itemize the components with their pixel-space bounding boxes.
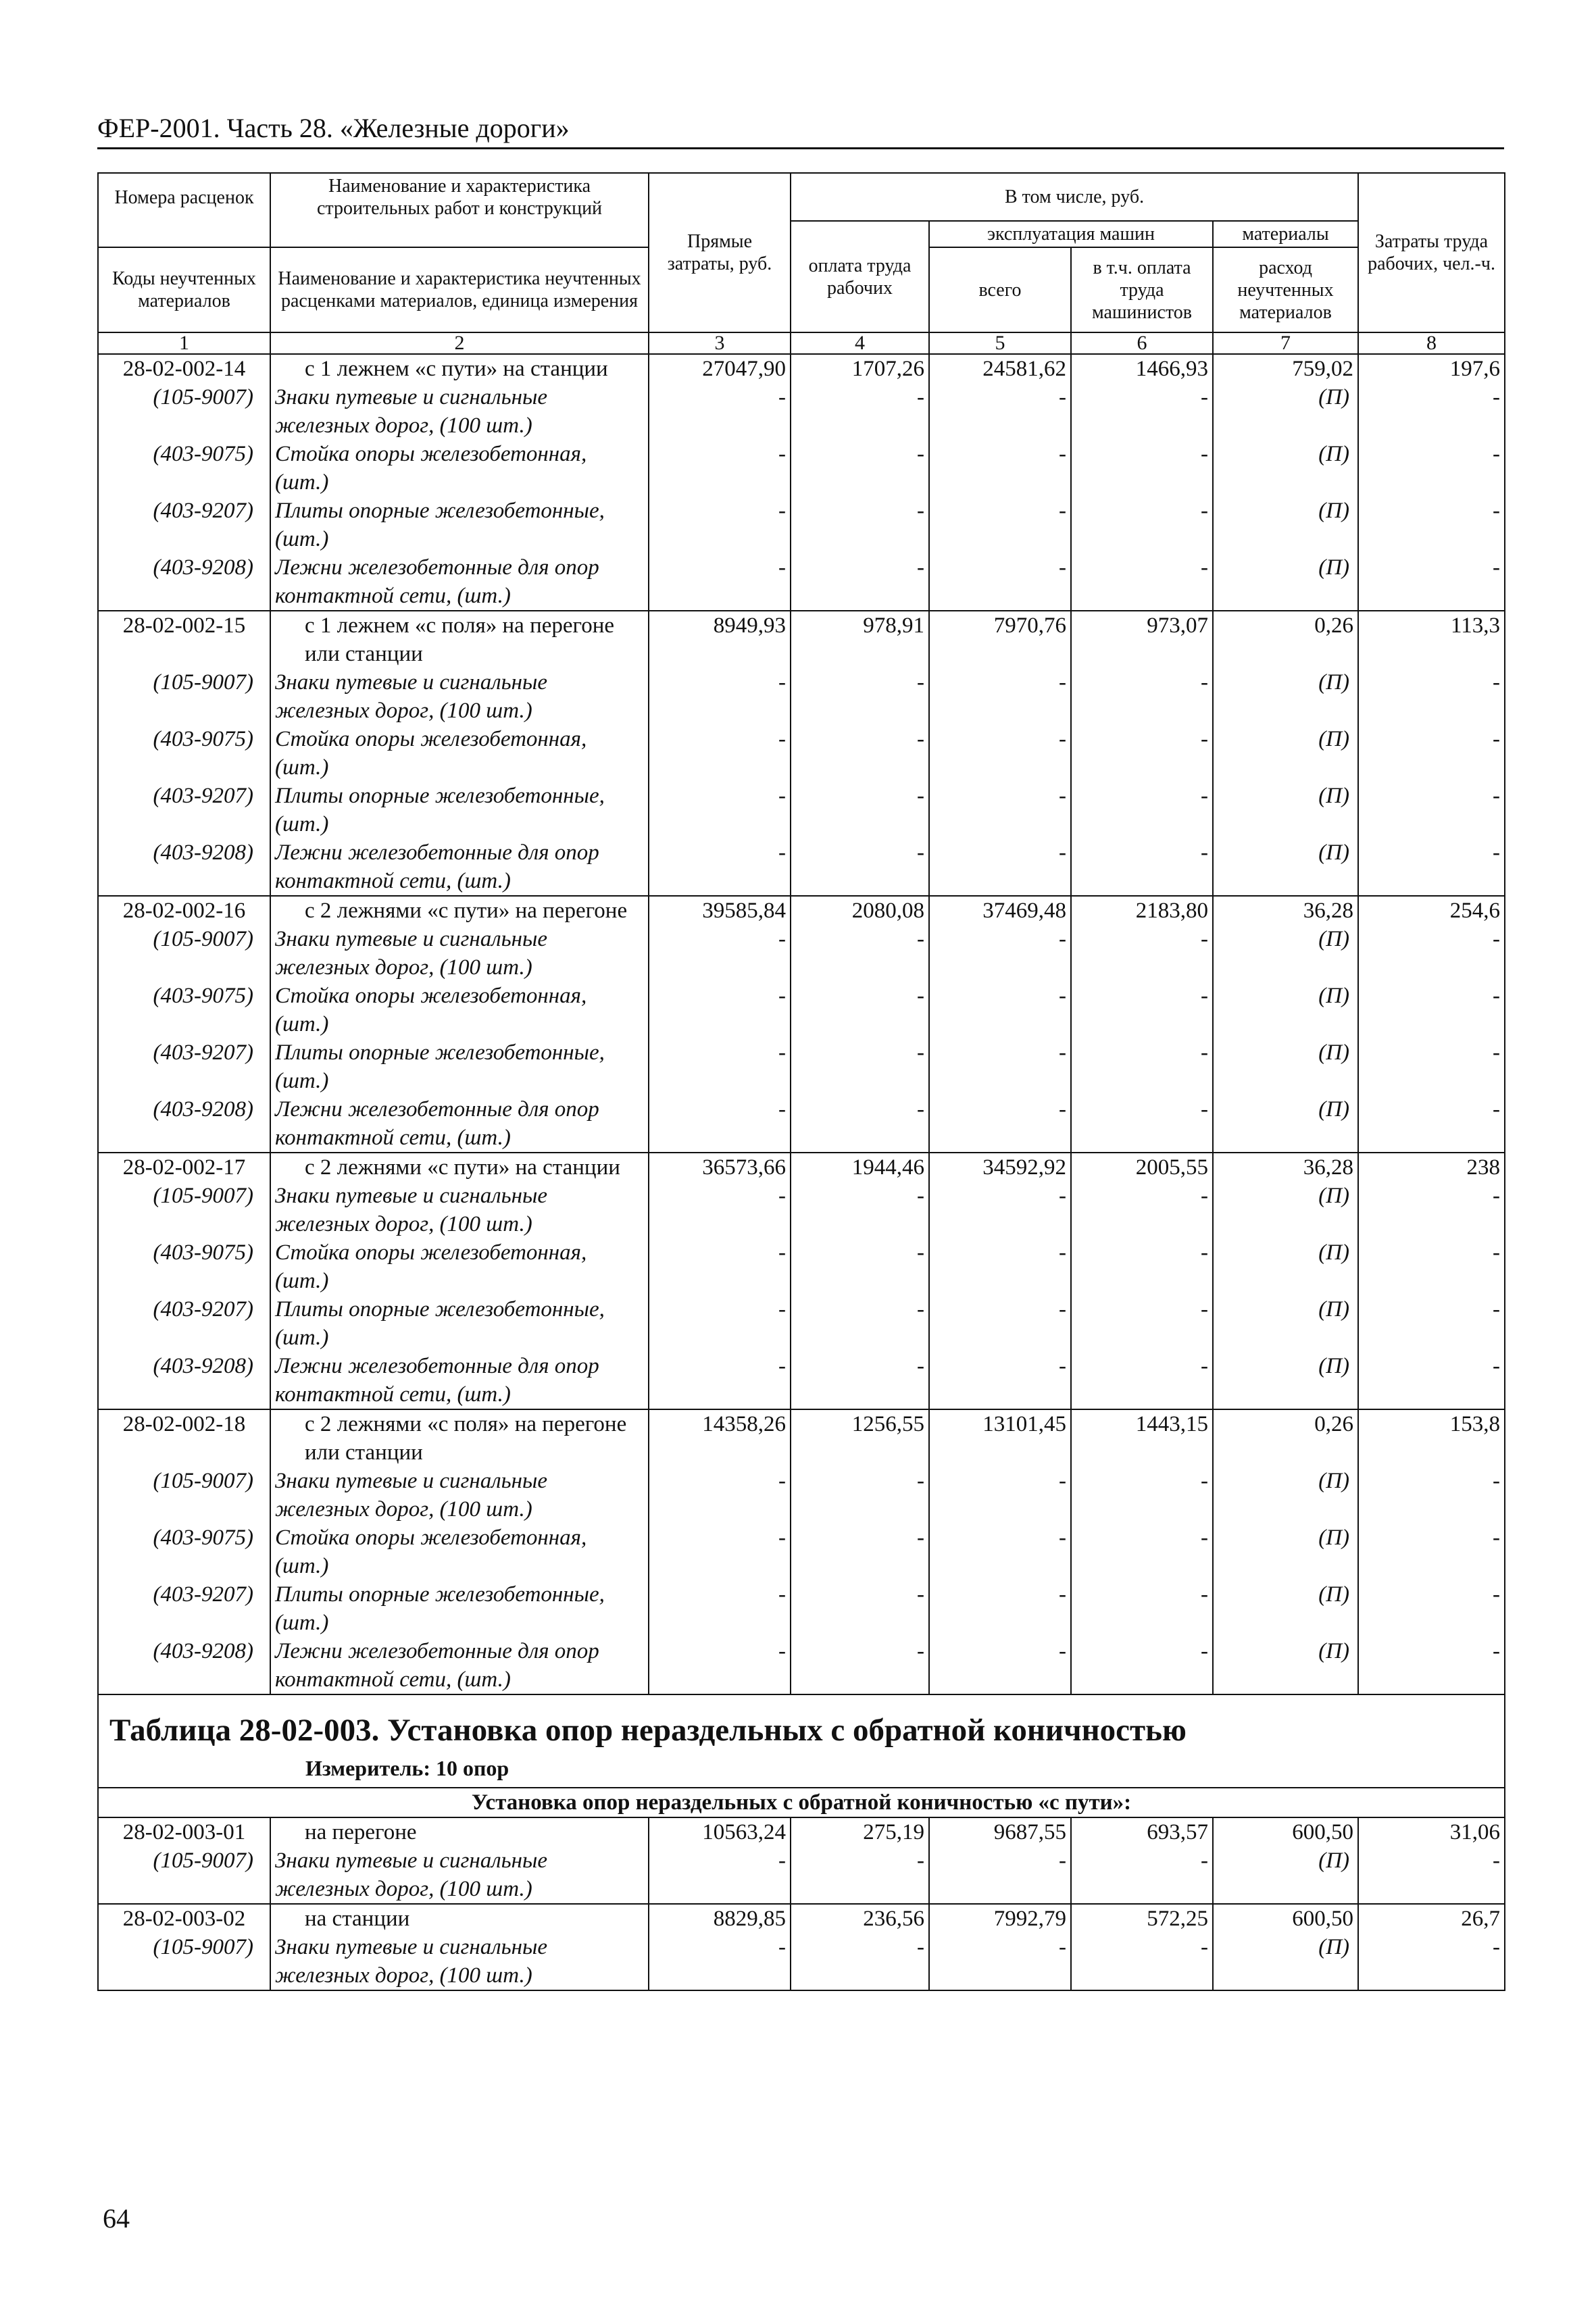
material-dash: - [1358, 668, 1505, 725]
material-unit-mark: (П) [1213, 497, 1358, 553]
material-dash: - [649, 1524, 791, 1580]
material-row [98, 1238, 1505, 1295]
table-row [98, 1153, 1505, 1182]
table-row [98, 1817, 1505, 1846]
material-code: (105-9007) [98, 1182, 270, 1238]
material-dash: - [649, 1238, 791, 1295]
material-dash: - [929, 1352, 1071, 1409]
material-dash: - [649, 1637, 791, 1694]
rate-value-c3: 14358,26 [649, 1409, 791, 1467]
material-code: (403-9207) [98, 782, 270, 838]
rate-value-c3: 27047,90 [649, 354, 791, 383]
material-dash: - [1071, 1182, 1213, 1238]
rate-name: с 1 лежнем «с поля» на перегоне или станции [270, 611, 649, 668]
material-dash: - [929, 1637, 1071, 1694]
rate-name: на станции [270, 1904, 649, 1933]
material-dash: - [791, 668, 929, 725]
material-dash: - [1071, 1238, 1213, 1295]
material-dash: - [1358, 838, 1505, 896]
material-name: Плиты опорные железобетонные, (шт.) [270, 782, 649, 838]
material-dash: - [791, 925, 929, 982]
material-code: (403-9207) [98, 1038, 270, 1095]
material-dash: - [649, 1467, 791, 1524]
material-dash: - [929, 1295, 1071, 1352]
material-name: Стойка опоры железобетонная, (шт.) [270, 1524, 649, 1580]
material-unit-mark: (П) [1213, 925, 1358, 982]
material-name: Лежни железобетонные для опор контактной сети, (шт.) [270, 838, 649, 896]
material-code: (403-9208) [98, 553, 270, 611]
material-dash: - [1358, 1846, 1505, 1904]
material-dash: - [649, 1182, 791, 1238]
material-dash: - [1071, 1524, 1213, 1580]
material-code: (403-9075) [98, 1524, 270, 1580]
rate-value-c6: 973,07 [1071, 611, 1213, 668]
rate-value-c5: 9687,55 [929, 1817, 1071, 1846]
section2-title: Таблица 28-02-003. Установка опор нераздельных с обратной коничностью [109, 1713, 1187, 1748]
material-dash: - [649, 838, 791, 896]
material-name: Лежни железобетонные для опор контактной сети, (шт.) [270, 553, 649, 611]
material-row [98, 668, 1505, 725]
material-dash: - [791, 1580, 929, 1637]
material-dash: - [1358, 782, 1505, 838]
col1-head-bottom: Коды неучтенных материалов [98, 247, 270, 332]
material-dash: - [929, 497, 1071, 553]
material-row [98, 838, 1505, 896]
material-dash: - [1358, 440, 1505, 497]
col7-head: расход неучтенных материалов [1213, 247, 1358, 332]
section2-title-cell [98, 1694, 1505, 1788]
material-name: Лежни железобетонные для опор контактной сети, (шт.) [270, 1095, 649, 1153]
material-row [98, 1846, 1505, 1904]
material-name: Плиты опорные железобетонные, (шт.) [270, 1295, 649, 1352]
material-name: Плиты опорные железобетонные, (шт.) [270, 497, 649, 553]
rate-code: 28-02-002-18 [98, 1409, 270, 1467]
material-unit-mark: (П) [1213, 838, 1358, 896]
material-row [98, 440, 1505, 497]
material-name: Плиты опорные железобетонные, (шт.) [270, 1038, 649, 1095]
material-dash: - [1358, 1524, 1505, 1580]
material-unit-mark: (П) [1213, 1637, 1358, 1694]
material-dash: - [1358, 1933, 1505, 1990]
rate-value-c7: 600,50 [1213, 1817, 1358, 1846]
material-dash: - [1358, 925, 1505, 982]
material-row [98, 725, 1505, 782]
rate-value-c7: 600,50 [1213, 1904, 1358, 1933]
page-header: ФЕР-2001. Часть 28. «Железные дороги» [97, 113, 570, 143]
material-name: Знаки путевые и сигнальные железных дорог, (100 шт.) [270, 383, 649, 440]
material-unit-mark: (П) [1213, 668, 1358, 725]
rate-name: на перегоне [270, 1817, 649, 1846]
material-name: Знаки путевые и сигнальные железных дорог, (100 шт.) [270, 1182, 649, 1238]
rate-value-c4: 2080,08 [791, 896, 929, 925]
material-dash: - [791, 982, 929, 1038]
material-dash: - [929, 925, 1071, 982]
table-row [98, 896, 1505, 925]
head-group-machines: эксплуатация машин [929, 221, 1213, 247]
header-rule [97, 147, 1504, 149]
material-dash: - [929, 1933, 1071, 1990]
material-dash: - [1071, 668, 1213, 725]
rate-value-c4: 236,56 [791, 1904, 929, 1933]
material-dash: - [649, 1846, 791, 1904]
rate-value-c5: 7992,79 [929, 1904, 1071, 1933]
material-row [98, 383, 1505, 440]
material-dash: - [791, 1467, 929, 1524]
table-row [98, 611, 1505, 668]
rate-value-c8: 238 [1358, 1153, 1505, 1182]
material-unit-mark: (П) [1213, 1038, 1358, 1095]
material-code: (403-9208) [98, 1352, 270, 1409]
material-dash: - [1071, 925, 1213, 982]
col1-head-top: Номера расценок [98, 173, 270, 221]
material-dash: - [649, 440, 791, 497]
material-dash: - [1071, 1095, 1213, 1153]
rate-value-c4: 978,91 [791, 611, 929, 668]
material-unit-mark: (П) [1213, 725, 1358, 782]
material-dash: - [791, 1933, 929, 1990]
rate-value-c4: 1707,26 [791, 354, 929, 383]
material-dash: - [1071, 1580, 1213, 1637]
rate-code: 28-02-002-16 [98, 896, 270, 925]
material-code: (403-9208) [98, 838, 270, 896]
material-dash: - [649, 1038, 791, 1095]
rate-value-c3: 10563,24 [649, 1817, 791, 1846]
material-dash: - [929, 782, 1071, 838]
material-unit-mark: (П) [1213, 1524, 1358, 1580]
material-dash: - [649, 982, 791, 1038]
col6-head: в т.ч. оплата труда машинистов [1071, 247, 1213, 332]
material-row [98, 1467, 1505, 1524]
material-dash: - [1071, 553, 1213, 611]
material-row [98, 497, 1505, 553]
material-dash: - [929, 1238, 1071, 1295]
section2-body [98, 1817, 1505, 1990]
rate-value-c6: 2183,80 [1071, 896, 1213, 925]
material-dash: - [1071, 838, 1213, 896]
material-row [98, 782, 1505, 838]
material-dash: - [791, 838, 929, 896]
rate-name: с 2 лежнями «с пути» на станции [270, 1153, 649, 1182]
material-unit-mark: (П) [1213, 1846, 1358, 1904]
material-row [98, 553, 1505, 611]
head-group-materials: материалы [1213, 221, 1358, 247]
rate-name: с 2 лежнями «с пути» на перегоне [270, 896, 649, 925]
material-dash: - [1358, 497, 1505, 553]
material-dash: - [1071, 1637, 1213, 1694]
material-dash: - [791, 1095, 929, 1153]
col-number: 7 [1213, 332, 1358, 354]
material-name: Стойка опоры железобетонная, (шт.) [270, 440, 649, 497]
rate-value-c6: 1466,93 [1071, 354, 1213, 383]
material-row [98, 982, 1505, 1038]
material-row [98, 925, 1505, 982]
material-dash: - [791, 1182, 929, 1238]
material-dash: - [649, 1095, 791, 1153]
rate-value-c5: 13101,45 [929, 1409, 1071, 1467]
material-dash: - [1071, 1038, 1213, 1095]
col-number: 5 [929, 332, 1071, 354]
col2-head-top: Наименование и характеристика строительных работ и конструкций [270, 173, 649, 221]
material-dash: - [649, 1580, 791, 1637]
rate-value-c5: 37469,48 [929, 896, 1071, 925]
material-name: Знаки путевые и сигнальные железных дорог, (100 шт.) [270, 1467, 649, 1524]
material-code: (403-9075) [98, 725, 270, 782]
material-dash: - [1358, 1580, 1505, 1637]
material-unit-mark: (П) [1213, 1095, 1358, 1153]
material-dash: - [1358, 1182, 1505, 1238]
material-unit-mark: (П) [1213, 1580, 1358, 1637]
material-unit-mark: (П) [1213, 1238, 1358, 1295]
material-unit-mark: (П) [1213, 982, 1358, 1038]
material-dash: - [929, 553, 1071, 611]
material-dash: - [791, 1524, 929, 1580]
material-dash: - [929, 383, 1071, 440]
material-dash: - [929, 668, 1071, 725]
section2-group-label: Установка опор нераздельных с обратной коничностью «с пути»: [98, 1788, 1505, 1817]
material-dash: - [1358, 1295, 1505, 1352]
material-dash: - [791, 1238, 929, 1295]
material-dash: - [791, 1038, 929, 1095]
head-group-incl: В том числе, руб. [791, 173, 1358, 221]
rate-value-c8: 113,3 [1358, 611, 1505, 668]
material-dash: - [791, 440, 929, 497]
col4-head: оплата труда рабочих [791, 221, 929, 332]
rate-value-c6: 572,25 [1071, 1904, 1213, 1933]
rates-table [97, 172, 1505, 1991]
material-dash: - [791, 383, 929, 440]
material-dash: - [929, 838, 1071, 896]
material-code: (105-9007) [98, 1467, 270, 1524]
table-row [98, 1409, 1505, 1467]
material-dash: - [1071, 982, 1213, 1038]
col2-spacer [270, 221, 649, 247]
material-code: (403-9075) [98, 1238, 270, 1295]
col2-head-bottom: Наименование и характеристика неучтенных расценками материалов, единица измерения [270, 247, 649, 332]
material-code: (403-9207) [98, 1580, 270, 1637]
material-dash: - [1358, 1238, 1505, 1295]
rate-value-c6: 693,57 [1071, 1817, 1213, 1846]
rate-value-c8: 197,6 [1358, 354, 1505, 383]
material-unit-mark: (П) [1213, 1352, 1358, 1409]
rate-code: 28-02-003-01 [98, 1817, 270, 1846]
material-name: Стойка опоры железобетонная, (шт.) [270, 1238, 649, 1295]
rate-value-c8: 153,8 [1358, 1409, 1505, 1467]
material-dash: - [649, 782, 791, 838]
rate-value-c4: 1944,46 [791, 1153, 929, 1182]
material-code: (105-9007) [98, 383, 270, 440]
material-dash: - [791, 725, 929, 782]
material-row [98, 1637, 1505, 1694]
rate-value-c3: 8829,85 [649, 1904, 791, 1933]
rate-value-c7: 0,26 [1213, 611, 1358, 668]
rate-value-c5: 7970,76 [929, 611, 1071, 668]
material-name: Стойка опоры железобетонная, (шт.) [270, 982, 649, 1038]
material-dash: - [929, 1182, 1071, 1238]
material-dash: - [1071, 440, 1213, 497]
material-dash: - [649, 725, 791, 782]
material-unit-mark: (П) [1213, 440, 1358, 497]
material-dash: - [1358, 383, 1505, 440]
material-dash: - [1358, 1352, 1505, 1409]
rate-value-c6: 1443,15 [1071, 1409, 1213, 1467]
table-row [98, 354, 1505, 383]
material-dash: - [929, 1038, 1071, 1095]
rate-code: 28-02-002-14 [98, 354, 270, 383]
material-code: (105-9007) [98, 925, 270, 982]
material-dash: - [791, 1295, 929, 1352]
rate-value-c3: 36573,66 [649, 1153, 791, 1182]
material-code: (403-9208) [98, 1095, 270, 1153]
col5-head: всего [929, 247, 1071, 332]
col8-head: Затраты труда рабочих, чел.-ч. [1358, 173, 1505, 332]
material-dash: - [929, 440, 1071, 497]
material-dash: - [1358, 553, 1505, 611]
material-dash: - [1071, 1352, 1213, 1409]
material-name: Лежни железобетонные для опор контактной сети, (шт.) [270, 1637, 649, 1694]
material-dash: - [929, 1467, 1071, 1524]
rate-value-c8: 31,06 [1358, 1817, 1505, 1846]
material-dash: - [929, 1095, 1071, 1153]
material-row [98, 1295, 1505, 1352]
table-row [98, 1904, 1505, 1933]
material-dash: - [1071, 1846, 1213, 1904]
material-dash: - [929, 1846, 1071, 1904]
material-row [98, 1095, 1505, 1153]
rate-code: 28-02-002-15 [98, 611, 270, 668]
material-dash: - [1071, 497, 1213, 553]
material-dash: - [649, 925, 791, 982]
material-dash: - [1071, 1467, 1213, 1524]
material-dash: - [649, 553, 791, 611]
material-dash: - [649, 668, 791, 725]
col-number: 3 [649, 332, 791, 354]
material-dash: - [791, 1637, 929, 1694]
material-dash: - [649, 1295, 791, 1352]
rate-value-c8: 26,7 [1358, 1904, 1505, 1933]
material-dash: - [1358, 982, 1505, 1038]
col-number: 1 [98, 332, 270, 354]
material-unit-mark: (П) [1213, 383, 1358, 440]
material-name: Знаки путевые и сигнальные железных дорог, (100 шт.) [270, 668, 649, 725]
material-unit-mark: (П) [1213, 782, 1358, 838]
rate-value-c7: 759,02 [1213, 354, 1358, 383]
rate-code: 28-02-003-02 [98, 1904, 270, 1933]
material-dash: - [1358, 1095, 1505, 1153]
rate-value-c8: 254,6 [1358, 896, 1505, 925]
material-unit-mark: (П) [1213, 553, 1358, 611]
rate-value-c4: 1256,55 [791, 1409, 929, 1467]
material-row [98, 1038, 1505, 1095]
col-number: 4 [791, 332, 929, 354]
material-row [98, 1580, 1505, 1637]
material-dash: - [649, 1352, 791, 1409]
material-code: (403-9208) [98, 1637, 270, 1694]
rate-name: с 1 лежнем «с пути» на станции [270, 354, 649, 383]
page-number: 64 [103, 2203, 130, 2234]
material-dash: - [1071, 782, 1213, 838]
material-code: (403-9075) [98, 440, 270, 497]
material-dash: - [1358, 1467, 1505, 1524]
material-row [98, 1182, 1505, 1238]
rate-value-c7: 36,28 [1213, 896, 1358, 925]
material-row [98, 1933, 1505, 1990]
material-code: (403-9207) [98, 497, 270, 553]
material-dash: - [791, 553, 929, 611]
material-unit-mark: (П) [1213, 1467, 1358, 1524]
col-number: 8 [1358, 332, 1505, 354]
col3-head: Прямые затраты, руб. [649, 173, 791, 332]
material-dash: - [1071, 1933, 1213, 1990]
material-code: (403-9207) [98, 1295, 270, 1352]
col-number: 2 [270, 332, 649, 354]
material-dash: - [791, 782, 929, 838]
material-name: Знаки путевые и сигнальные железных дорог, (100 шт.) [270, 925, 649, 982]
material-dash: - [929, 982, 1071, 1038]
material-dash: - [649, 383, 791, 440]
material-dash: - [791, 1352, 929, 1409]
material-name: Лежни железобетонные для опор контактной сети, (шт.) [270, 1352, 649, 1409]
material-dash: - [649, 1933, 791, 1990]
material-code: (105-9007) [98, 1846, 270, 1904]
table-header [98, 173, 1505, 354]
material-dash: - [791, 497, 929, 553]
material-code: (105-9007) [98, 668, 270, 725]
material-dash: - [1071, 1295, 1213, 1352]
rate-value-c6: 2005,55 [1071, 1153, 1213, 1182]
material-name: Стойка опоры железобетонная, (шт.) [270, 725, 649, 782]
col1-spacer [98, 221, 270, 247]
rate-value-c5: 24581,62 [929, 354, 1071, 383]
material-name: Знаки путевые и сигнальные железных дорог, (100 шт.) [270, 1933, 649, 1990]
rate-value-c5: 34592,92 [929, 1153, 1071, 1182]
col-number: 6 [1071, 332, 1213, 354]
material-name: Плиты опорные железобетонные, (шт.) [270, 1580, 649, 1637]
rate-value-c3: 8949,93 [649, 611, 791, 668]
material-dash: - [929, 1524, 1071, 1580]
material-unit-mark: (П) [1213, 1182, 1358, 1238]
material-dash: - [929, 1580, 1071, 1637]
material-dash: - [1071, 383, 1213, 440]
rate-name: с 2 лежнями «с поля» на перегоне или станции [270, 1409, 649, 1467]
material-unit-mark: (П) [1213, 1295, 1358, 1352]
material-dash: - [649, 497, 791, 553]
rate-value-c3: 39585,84 [649, 896, 791, 925]
material-dash: - [1358, 1038, 1505, 1095]
rate-code: 28-02-002-17 [98, 1153, 270, 1182]
section2 [98, 1694, 1505, 1817]
material-row [98, 1352, 1505, 1409]
material-name: Знаки путевые и сигнальные железных дорог, (100 шт.) [270, 1846, 649, 1904]
rate-value-c7: 36,28 [1213, 1153, 1358, 1182]
material-code: (105-9007) [98, 1933, 270, 1990]
material-dash: - [1358, 725, 1505, 782]
section2-measure: Измеритель: 10 опор [305, 1756, 509, 1780]
material-dash: - [1358, 1637, 1505, 1694]
material-code: (403-9075) [98, 982, 270, 1038]
material-unit-mark: (П) [1213, 1933, 1358, 1990]
rate-value-c7: 0,26 [1213, 1409, 1358, 1467]
rate-value-c4: 275,19 [791, 1817, 929, 1846]
material-dash: - [791, 1846, 929, 1904]
material-row [98, 1524, 1505, 1580]
rates-body [98, 354, 1505, 1694]
material-dash: - [1071, 725, 1213, 782]
material-dash: - [929, 725, 1071, 782]
